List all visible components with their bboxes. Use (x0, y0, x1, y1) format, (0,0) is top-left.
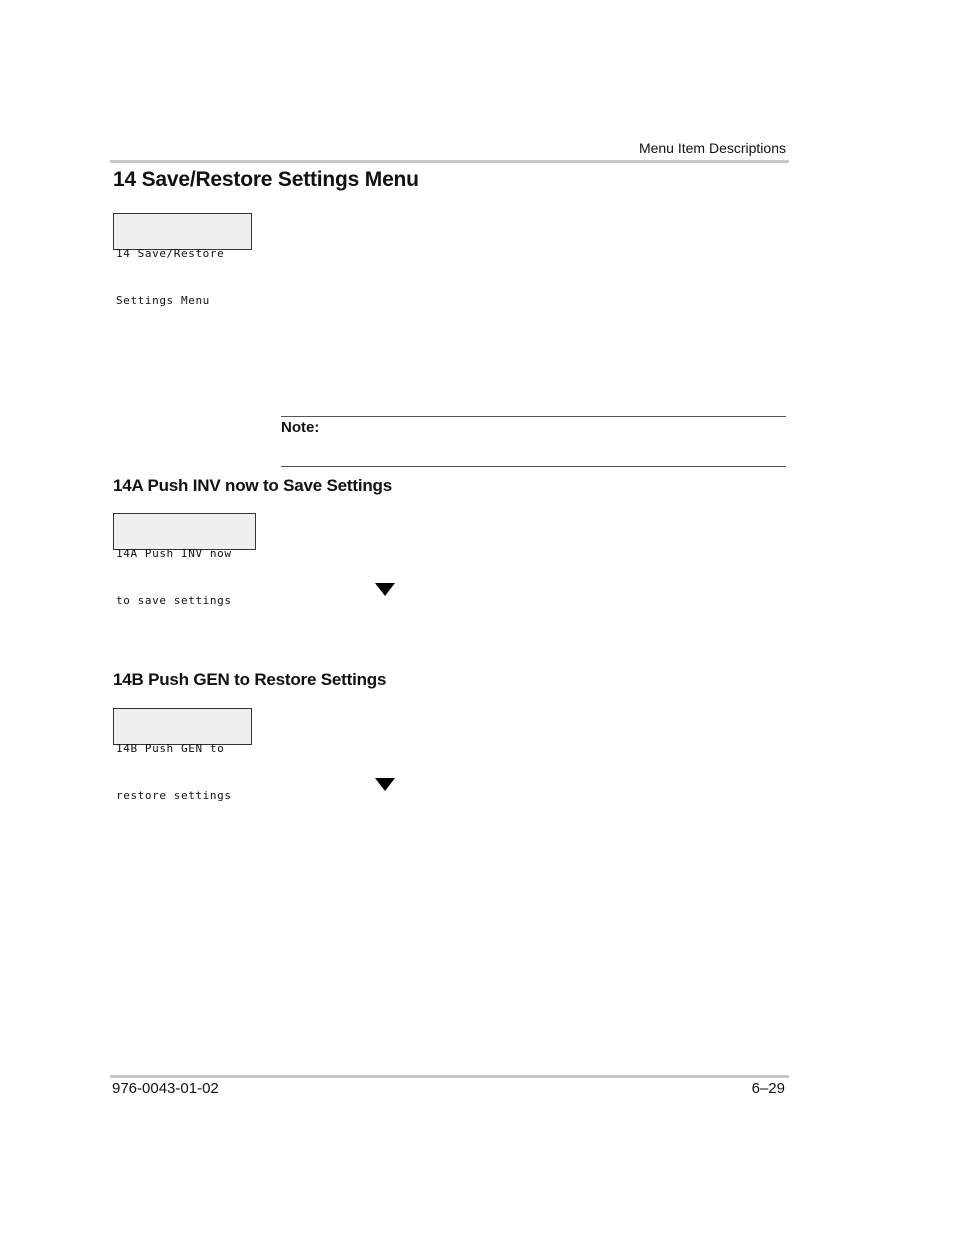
header-rule (110, 160, 789, 163)
lcd-line-2: restore settings (116, 788, 232, 802)
footer-rule (110, 1075, 789, 1078)
down-triangle-icon (375, 583, 395, 596)
footer-doc-number: 976-0043-01-02 (112, 1080, 219, 1097)
section-14-heading: 14 Save/Restore Settings Menu (113, 168, 419, 191)
section-14-lcd-display (113, 213, 252, 307)
note-top-rule (281, 416, 786, 417)
section-14a-heading: 14A Push INV now to Save Settings (113, 476, 392, 495)
footer-page-number: 6–29 (751, 1080, 785, 1097)
lcd-line-1: 14B Push GEN to (116, 742, 225, 755)
lcd-line-2: Settings Menu (116, 293, 210, 307)
section-14b-heading: 14B Push GEN to Restore Settings (113, 670, 387, 689)
section-14a-lcd-display (113, 513, 256, 607)
lcd-line-2: to save settings (116, 593, 232, 607)
running-header: Menu Item Descriptions (638, 140, 786, 156)
note-bottom-rule (281, 466, 786, 467)
lcd-line-1: 14 Save/Restore (116, 247, 225, 260)
down-triangle-icon (375, 778, 395, 791)
section-14b-lcd-display (113, 708, 252, 802)
lcd-line-1: 14A Push INV now (116, 547, 232, 560)
note-label: Note: (281, 419, 320, 436)
